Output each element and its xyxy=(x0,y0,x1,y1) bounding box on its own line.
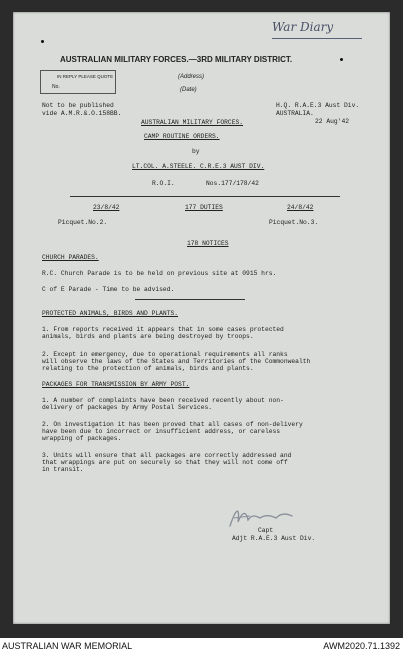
divider xyxy=(70,196,340,197)
notices-heading: 178 NOTICES xyxy=(187,240,229,247)
signature-rank: Capt xyxy=(258,527,274,534)
church-rc: R.C. Church Parade is to be held on previous site at 0915 hrs. xyxy=(42,270,277,277)
packages-item-2: have been due to incorrect or insufficient address, or careless xyxy=(42,428,281,435)
punch-hole xyxy=(340,58,343,61)
protected-heading: PROTECTED ANIMALS, BIRDS AND PLANTS. xyxy=(42,310,179,317)
church-heading: CHURCH PARADES. xyxy=(42,254,99,261)
divider xyxy=(135,299,245,300)
handwritten-note: War Diary xyxy=(272,20,334,34)
commander: LT.COL. A.STEELE. C.R.E.3 AUST DIV. xyxy=(132,163,265,170)
title-orders: CAMP ROUTINE ORDERS. xyxy=(144,133,220,140)
roi-label: R.O.I. xyxy=(152,180,175,187)
footer-institution: AUSTRALIAN WAR MEMORIAL xyxy=(2,641,133,651)
packages-item-1: delivery of packages by Army Postal Services. xyxy=(42,404,213,411)
punch-hole xyxy=(41,40,44,43)
handwritten-underline xyxy=(272,38,362,39)
document-date: 22 Aug'42 xyxy=(315,118,350,125)
picquet-left: Picquet.No.2. xyxy=(58,219,108,226)
title-forces: AUSTRALIAN MILITARY FORCES. xyxy=(141,119,244,126)
signature-title: Adjt R.A.E.3 Aust Div. xyxy=(232,535,316,542)
date-label: (Date) xyxy=(180,87,197,93)
protected-item-1: animals, birds and plants are being destroyed by troops. xyxy=(42,333,254,340)
archive-footer xyxy=(0,638,403,653)
footer-accession: AWM2020.71.1392 xyxy=(323,641,400,651)
packages-item-2: 2. On investigation it has been proved that all cases of non-delivery xyxy=(42,421,303,428)
packages-item-2: wrapping of packages. xyxy=(42,435,122,442)
date-left: 23/8/42 xyxy=(93,204,120,211)
packages-item-3: that wrappings are put on securely so that they will not come off xyxy=(42,459,288,466)
church-ce: C of E Parade - Time to be advised. xyxy=(42,286,175,293)
letterhead: AUSTRALIAN MILITARY FORCES.—3RD MILITARY DISTRICT. xyxy=(60,55,293,64)
picquet-right: Picquet.No.3. xyxy=(269,219,319,226)
publish-reference: vide A.M.R.&.O.158BB. xyxy=(42,110,122,117)
reply-box-label: IN REPLY PLEASE QUOTE xyxy=(57,74,114,79)
address-label: (Address) xyxy=(178,74,205,80)
packages-heading: PACKAGES FOR TRANSMISSION BY ARMY POST. xyxy=(42,381,190,388)
publish-note: Not to be published xyxy=(42,102,114,109)
reply-box-no: No. xyxy=(52,84,60,90)
order-numbers: Nos.177/178/42 xyxy=(206,180,259,187)
packages-item-1: 1. A number of complaints have been received recently about non- xyxy=(42,397,284,404)
protected-item-2: will observe the laws of the States and Territories of the Commonwealth xyxy=(42,358,311,365)
duties-heading: 177 DUTIES xyxy=(185,204,223,211)
protected-item-2: 2. Except in emergency, due to operational requirements all ranks xyxy=(42,351,288,358)
by-label: by xyxy=(192,148,200,155)
packages-item-3: in transit. xyxy=(42,466,84,473)
hq-country: AUSTRALIA. xyxy=(276,110,314,117)
protected-item-2: relating to the protection of animals, birds and plants. xyxy=(42,365,254,372)
packages-item-3: 3. Units will ensure that all packages are correctly addressed and xyxy=(42,452,292,459)
date-right: 24/8/42 xyxy=(287,204,314,211)
hq-line: H.Q. R.A.E.3 Aust Div. xyxy=(276,102,360,109)
protected-item-1: 1. From reports received it appears that in some cases protected xyxy=(42,326,284,333)
